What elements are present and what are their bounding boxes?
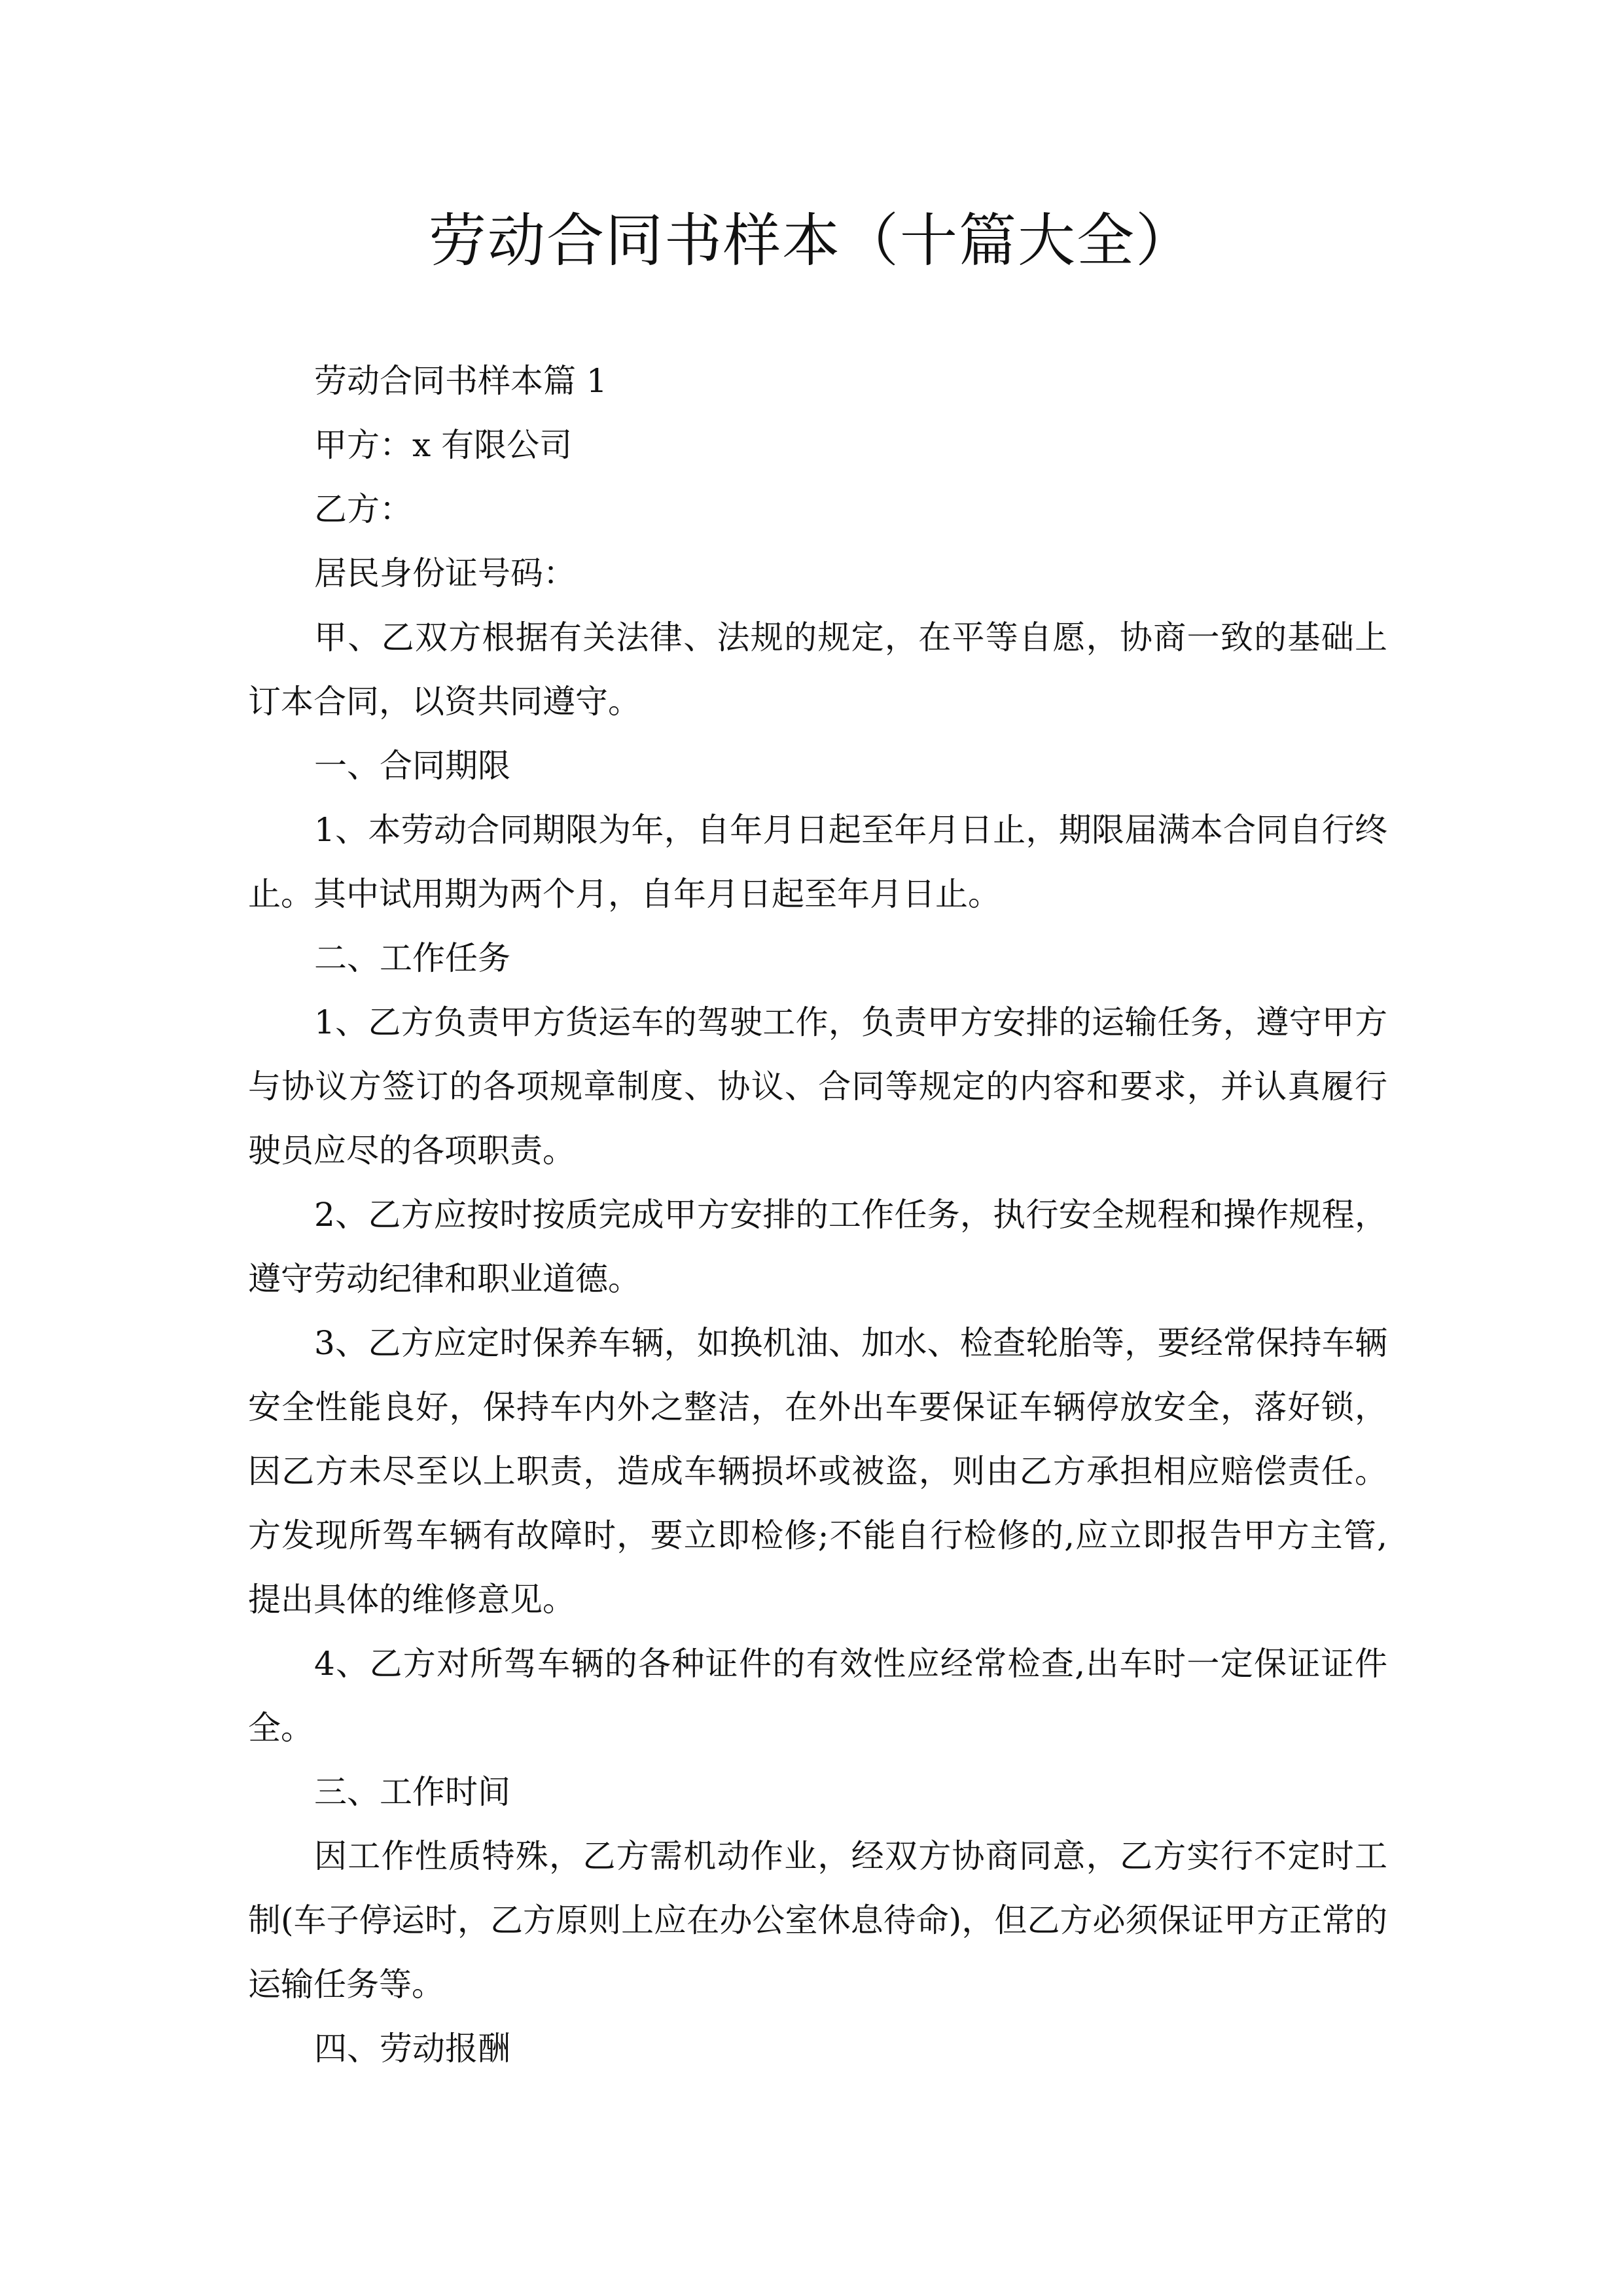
paragraph-line: 全。 <box>248 1709 313 1747</box>
paragraph <box>248 2017 1387 2081</box>
paragraph-line: 与协议方签订的各项规章制度、协议、合同等规定的内容和要求，并认真履行 <box>248 1067 1387 1105</box>
paragraph-line: 止。其中试用期为两个月，自年月日起至年月日止。 <box>248 875 1001 913</box>
paragraph <box>248 798 1387 926</box>
paragraph-line: 订本合同，以资共同遵守。 <box>248 683 641 721</box>
paragraph-line: 甲、乙双方根据有关法律、法规的规定，在平等自愿，协商一致的基础上 <box>314 619 1387 656</box>
paragraph <box>248 990 1387 1183</box>
paragraph-line: 因工作性质特殊，乙方需机动作业，经双方协商同意，乙方实行不定时工 <box>314 1837 1387 1875</box>
paragraph-line: 二、工作任务 <box>314 939 510 977</box>
paragraph <box>248 1760 1387 1824</box>
paragraph-line: 4、乙方对所驾车辆的各种证件的有效性应经常检查,出车时一定保证证件 <box>314 1645 1387 1683</box>
paragraph-line: 驶员应尽的各项职责。 <box>248 1132 575 1170</box>
paragraph <box>248 349 1387 413</box>
paragraph-line: 因乙方未尽至以上职责，造成车辆损坏或被盗，则由乙方承担相应赔偿责任。 <box>248 1452 1387 1490</box>
paragraph-line: 甲方：x 有限公司 <box>314 426 573 464</box>
paragraph <box>248 1632 1387 1760</box>
paragraph-line: 一、合同期限 <box>314 747 510 785</box>
paragraph <box>248 734 1387 798</box>
paragraph-line: 3、乙方应定时保养车辆，如换机油、加水、检查轮胎等，要经常保持车辆 <box>314 1324 1387 1362</box>
paragraph-line: 三、工作时间 <box>314 1773 510 1811</box>
document-title: 劳动合同书样本（十篇大全） <box>428 207 1194 274</box>
paragraph <box>248 477 1387 541</box>
paragraph <box>248 1311 1387 1632</box>
paragraph-line: 劳动合同书样本篇 1 <box>314 362 607 400</box>
paragraph <box>248 1183 1387 1311</box>
paragraph-line: 1、乙方负责甲方货运车的驾驶工作，负责甲方安排的运输任务，遵守甲方 <box>314 1003 1387 1041</box>
paragraph-line: 遵守劳动纪律和职业道德。 <box>248 1260 641 1298</box>
paragraph-line: 制(车子停运时，乙方原则上应在办公室休息待命)，但乙方必须保证甲方正常的 <box>248 1901 1387 1939</box>
paragraph-line: 安全性能良好，保持车内外之整洁，在外出车要保证车辆停放安全，落好锁， <box>248 1388 1387 1426</box>
paragraph-line: 提出具体的维修意见。 <box>248 1581 575 1619</box>
paragraph <box>248 1824 1387 2017</box>
paragraph-line: 居民身份证号码： <box>314 554 576 592</box>
paragraph-line: 乙方： <box>314 490 412 528</box>
paragraph-line: 方发现所驾车辆有故障时，要立即检修;不能自行检修的,应立即报告甲方主管, <box>248 1516 1387 1554</box>
paragraph <box>248 541 1387 605</box>
document-body <box>248 349 1387 2081</box>
paragraph <box>248 926 1387 990</box>
paragraph <box>248 413 1387 477</box>
paragraph-line: 1、本劳动合同期限为年，自年月日起至年月日止，期限届满本合同自行终 <box>314 811 1387 849</box>
paragraph-line: 运输任务等。 <box>248 1965 444 2003</box>
paragraph-line: 四、劳动报酬 <box>314 2030 510 2068</box>
paragraph <box>248 605 1387 734</box>
paragraph-line: 2、乙方应按时按质完成甲方安排的工作任务，执行安全规程和操作规程， <box>314 1196 1387 1234</box>
